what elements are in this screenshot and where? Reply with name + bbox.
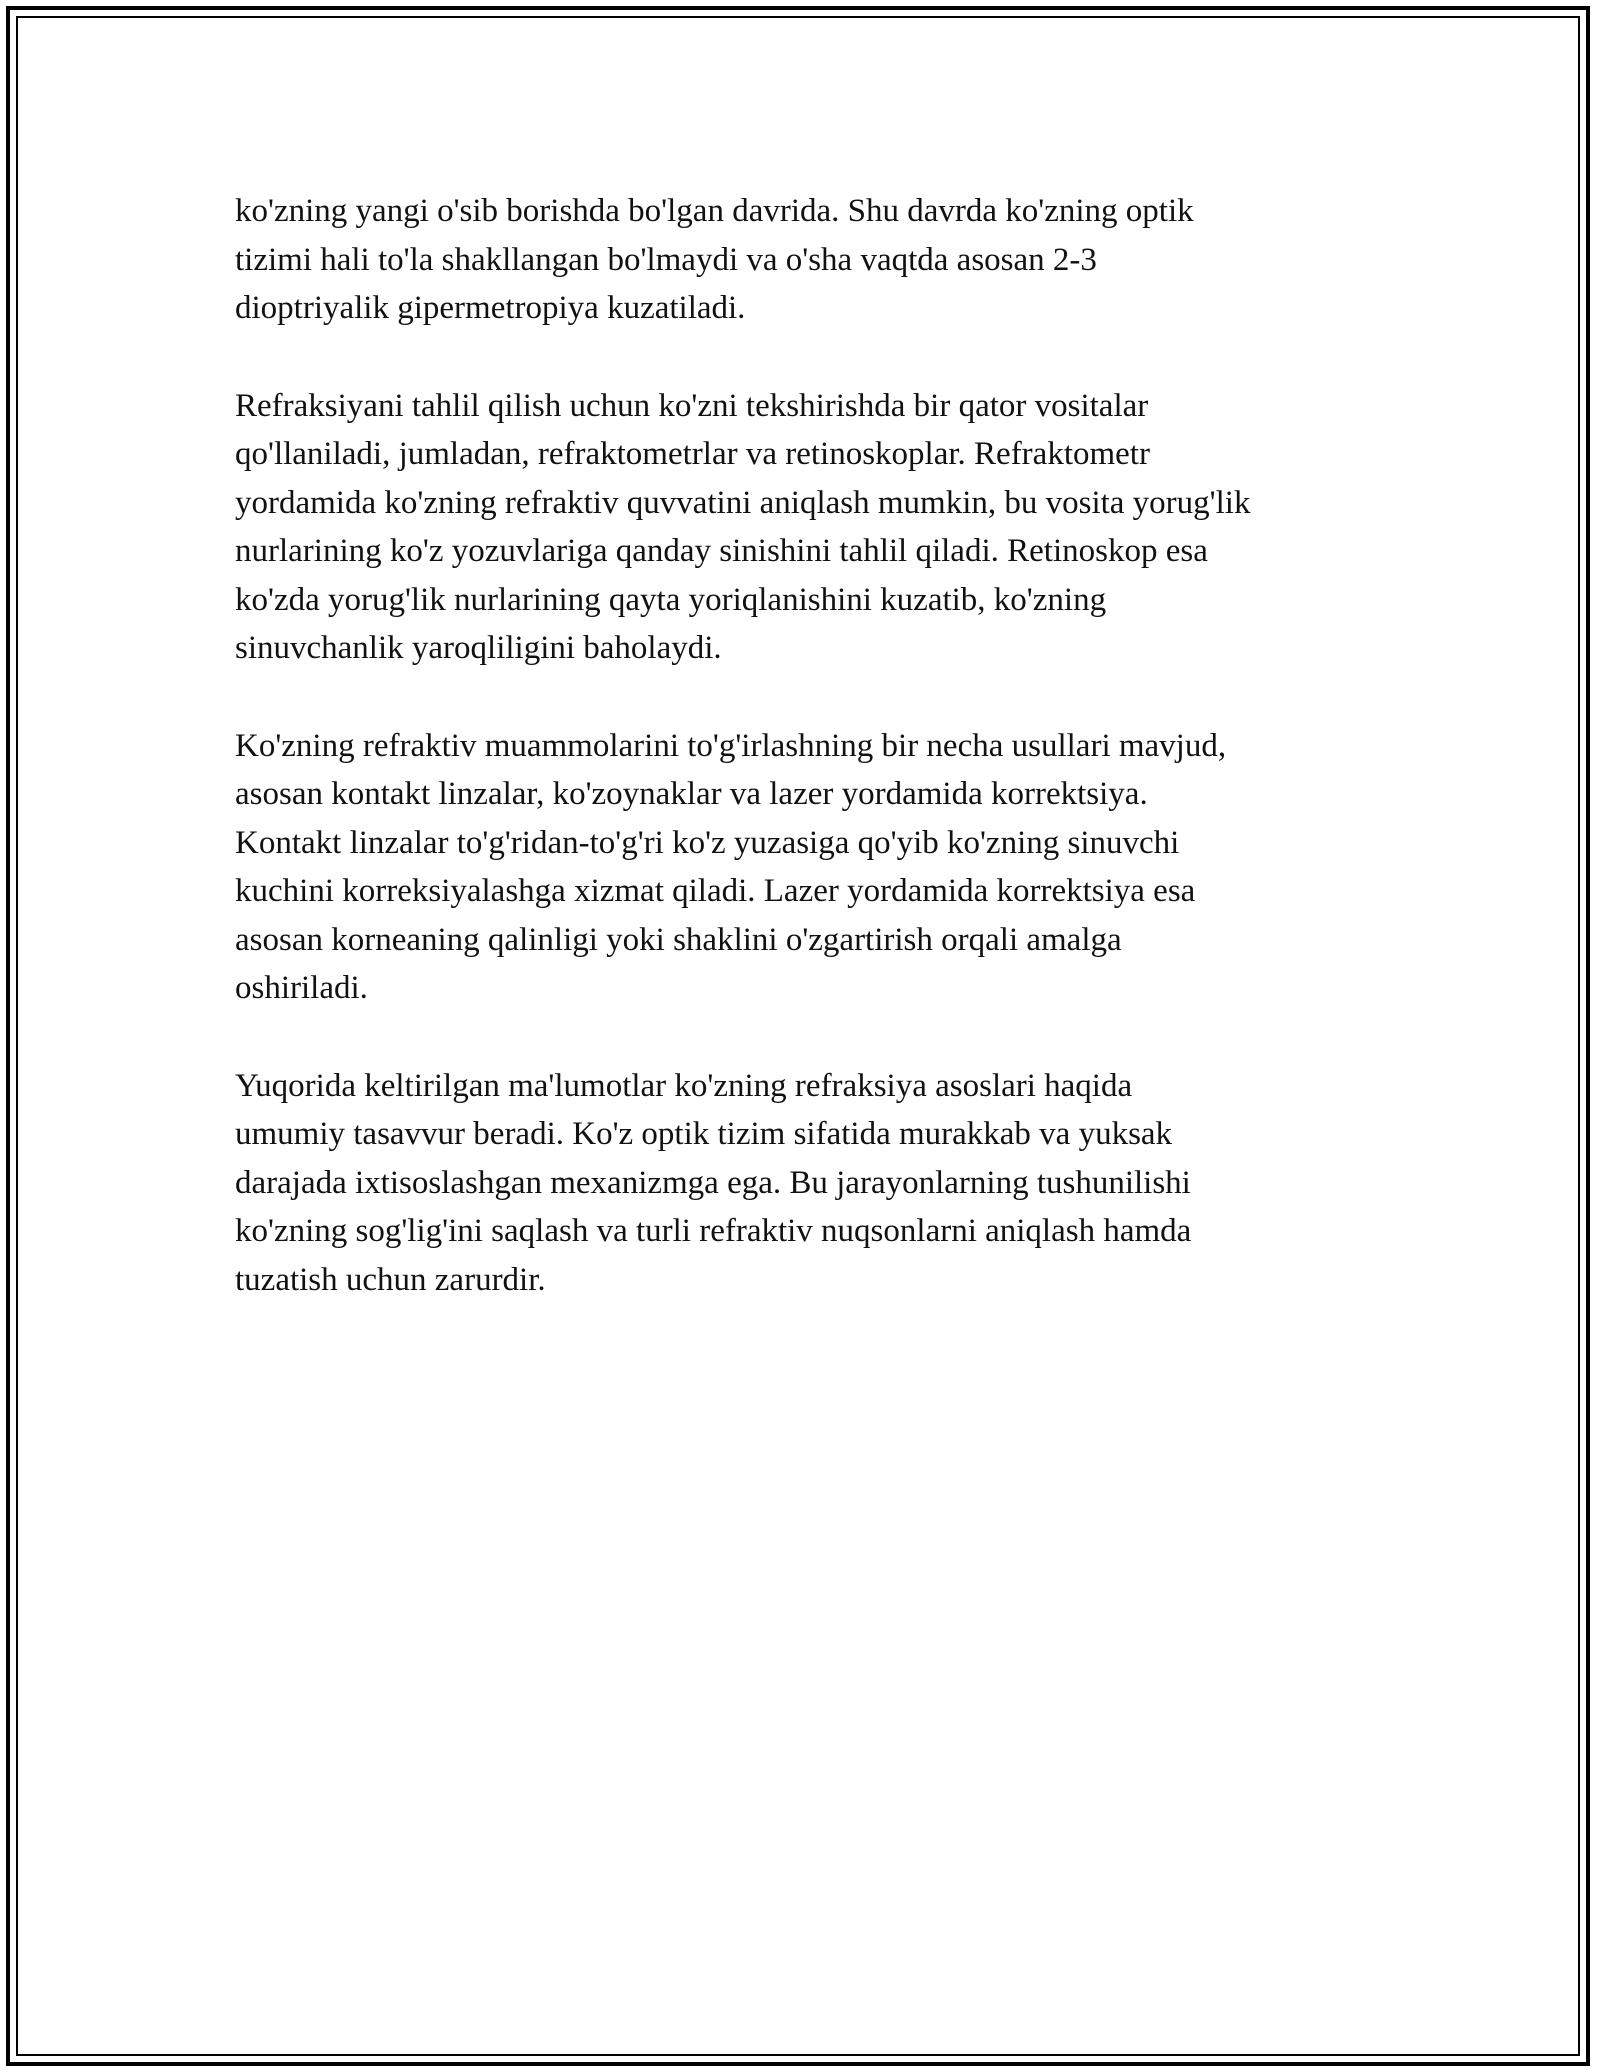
text-line: yordamida ko'zning refraktiv quvvatini aniqlash mumkin, bu vosita yorug'lik [235,484,1251,521]
text-line: nurlarining ko'z yozuvlariga qanday sinishini tahlil qiladi. Retinoskop esa [235,533,1208,569]
paragraph-3 [235,722,1395,1013]
text-line: umumiy tasavvur beradi. Ko'z optik tizim sifatida murakkab va yuksak [235,1116,1173,1152]
text-line: Yuqorida keltirilgan ma'lumotlar ko'zning refraksiya asoslari haqida [235,1067,1133,1104]
text-line: ko'zda yorug'lik nurlarining qayta yoriqlanishini kuzatib, ko'zning [235,581,1107,618]
document-body [235,187,1395,1353]
paragraph-1 [235,187,1395,333]
text-line: kuchini korreksiyalashga xizmat qiladi. Lazer yordamida korrektsiya esa [235,873,1196,909]
text-line: asosan kontakt linzalar, ko'zoynaklar va lazer yordamida korrektsiya. [235,776,1148,812]
text-line: oshiriladi. [235,970,368,1006]
text-line: ko'zning sog'lig'ini saqlash va turli refraktiv nuqsonlarni aniqlash hamda [235,1213,1192,1249]
text-line: sinuvchanlik yaroqliligini baholaydi. [235,630,722,666]
text-line: Kontakt linzalar to'g'ridan-to'g'ri ko'z yuzasiga qo'yib ko'zning sinuvchi [235,824,1180,861]
text-line: tizimi hali to'la shakllangan bo'lmaydi va o'sha vaqtda asosan 2-3 [235,241,1097,278]
paragraph-4 [235,1062,1395,1305]
text-line: dioptriyalik gipermetropiya kuzatiladi. [235,290,746,326]
text-line: asosan korneaning qalinligi yoki shaklini o'zgartirish orqali amalga [235,921,1122,958]
text-line: qo'llaniladi, jumladan, refraktometrlar va retinoskoplar. Refraktometr [235,436,1150,472]
text-line: ko'zning yangi o'sib borishda bo'lgan davrida. Shu davrda ko'zning optik [235,193,1194,229]
text-line: Refraksiyani tahlil qilish uchun ko'zni tekshirishda bir qator vositalar [235,387,1149,424]
text-line: tuzatish uchun zarurdir. [235,1261,546,1298]
paragraph-2 [235,382,1395,673]
text-line: Ko'zning refraktiv muammolarini to'g'irlashning bir necha usullari mavjud, [235,727,1227,764]
text-line: darajada ixtisoslashgan mexanizmga ega. Bu jarayonlarning tushunilishi [235,1164,1191,1201]
